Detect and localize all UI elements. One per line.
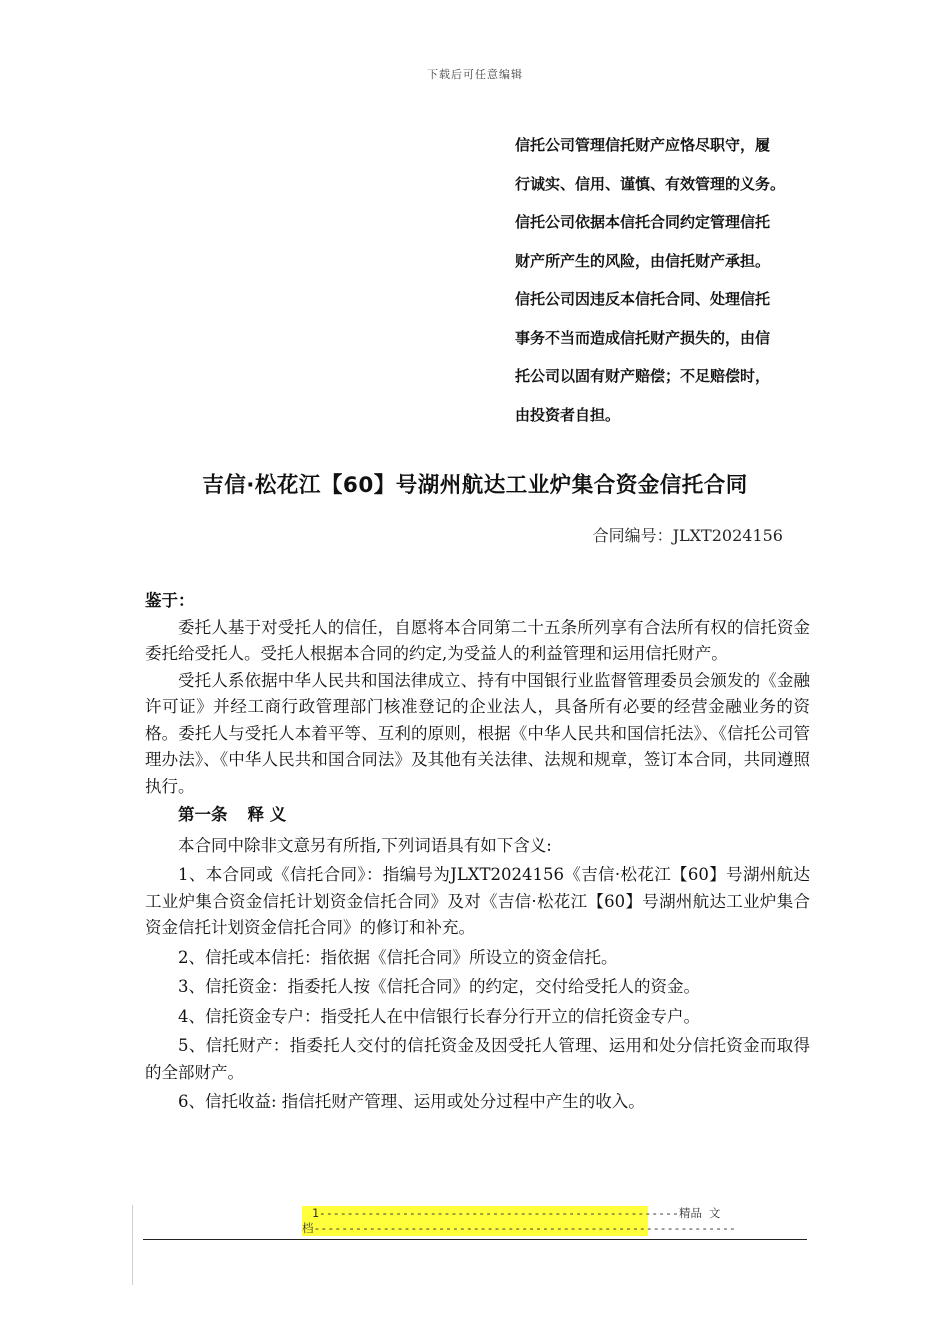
risk-notice xyxy=(515,126,815,434)
definition-item: 1、本合同或《信托合同》：指编号为JLXT2024156《吉信·松花江【60】号湖州航达工业炉集合资金信托计划资金信托合同》及对《吉信·松花江【60】号湖州航达工业炉集合资金信托计划资金信托合同》的修订和补充。 xyxy=(145,865,810,937)
article-heading xyxy=(145,802,810,829)
definition-item: 4、信托资金专户：指受托人在中信银行长春分行开立的信托资金专户。 xyxy=(178,1006,700,1026)
risk-notice-line: 信托公司管理信托财产应恪尽职守，履 xyxy=(515,136,771,154)
definition-item: 3、信托资金：指委托人按《信托合同》的约定，交付给受托人的资金。 xyxy=(178,977,700,996)
header-note: 下载后可任意编辑 xyxy=(427,68,523,81)
risk-notice-line: 财产所产生的风险，由信托财产承担。 xyxy=(515,251,771,270)
definition-item: 2、信托或本信托：指依据《信托合同》所设立的资金信托。 xyxy=(178,947,618,967)
footer-divider xyxy=(143,1239,807,1240)
article-title: 释 义 xyxy=(247,805,287,824)
footer-line: 1----------------------------------------------------精品 文 xyxy=(302,1206,648,1221)
risk-notice-line: 行诚实、信用、谨慎、有效管理的义务。 xyxy=(515,174,786,193)
risk-notice-line: 由投资者自担。 xyxy=(515,405,621,424)
definitions-intro: 本合同中除非文意另有所指,下列词语具有如下含义: xyxy=(178,835,552,855)
whereas-paragraph: 受托人系依据中华人民共和国法律成立、持有中国银行业监督管理委员会颁发的《金融许可证》并经工商行政管理部门核准登记的企业法人，具备所有必要的经营金融业务的资格。委托人与受托人本着平等、互利的原则，根据《中华人民共和国信托法》、《信托公司管理办法》、《中华人民共和国合同法》及其他有关法律、法规和规章，签订本合同，共同遵照执行。 xyxy=(145,670,810,796)
footer-watermark xyxy=(302,1206,736,1236)
risk-notice-line: 事务不当而造成信托财产损失的，由信 xyxy=(515,328,771,347)
definition-item: 6、信托收益: 指信托财产管理、运用或处分过程中产生的收入。 xyxy=(178,1092,645,1111)
document-body xyxy=(145,588,810,1119)
contract-number: 合同编号：JLXT2024156 xyxy=(592,526,783,545)
footer-line: 档------------------------------------------------------------- xyxy=(302,1221,736,1235)
definition-item: 5、信托财产：指委托人交付的信托资金及因受托人管理、运用和处分信托资金而取得的全部财产。 xyxy=(145,1036,810,1082)
risk-notice-line: 信托公司因违反本信托合同、处理信托 xyxy=(515,290,771,308)
document-title: 吉信·松花江【60】号湖州航达工业炉集合资金信托合同 xyxy=(202,473,748,498)
whereas-heading: 鉴于： xyxy=(145,591,195,610)
whereas-paragraph: 委托人基于对受托人的信任，自愿将本合同第二十五条所列享有合法所有权的信托资金委托给受托人。受托人根据本合同的约定,为受益人的利益管理和运用信托财产。 xyxy=(145,617,810,663)
risk-notice-line: 托公司以固有财产赔偿；不足赔偿时， xyxy=(515,367,771,385)
margin-marker xyxy=(132,1205,133,1285)
article-number: 第一条 xyxy=(178,805,228,824)
risk-notice-line: 信托公司依据本信托合同约定管理信托 xyxy=(515,213,771,231)
